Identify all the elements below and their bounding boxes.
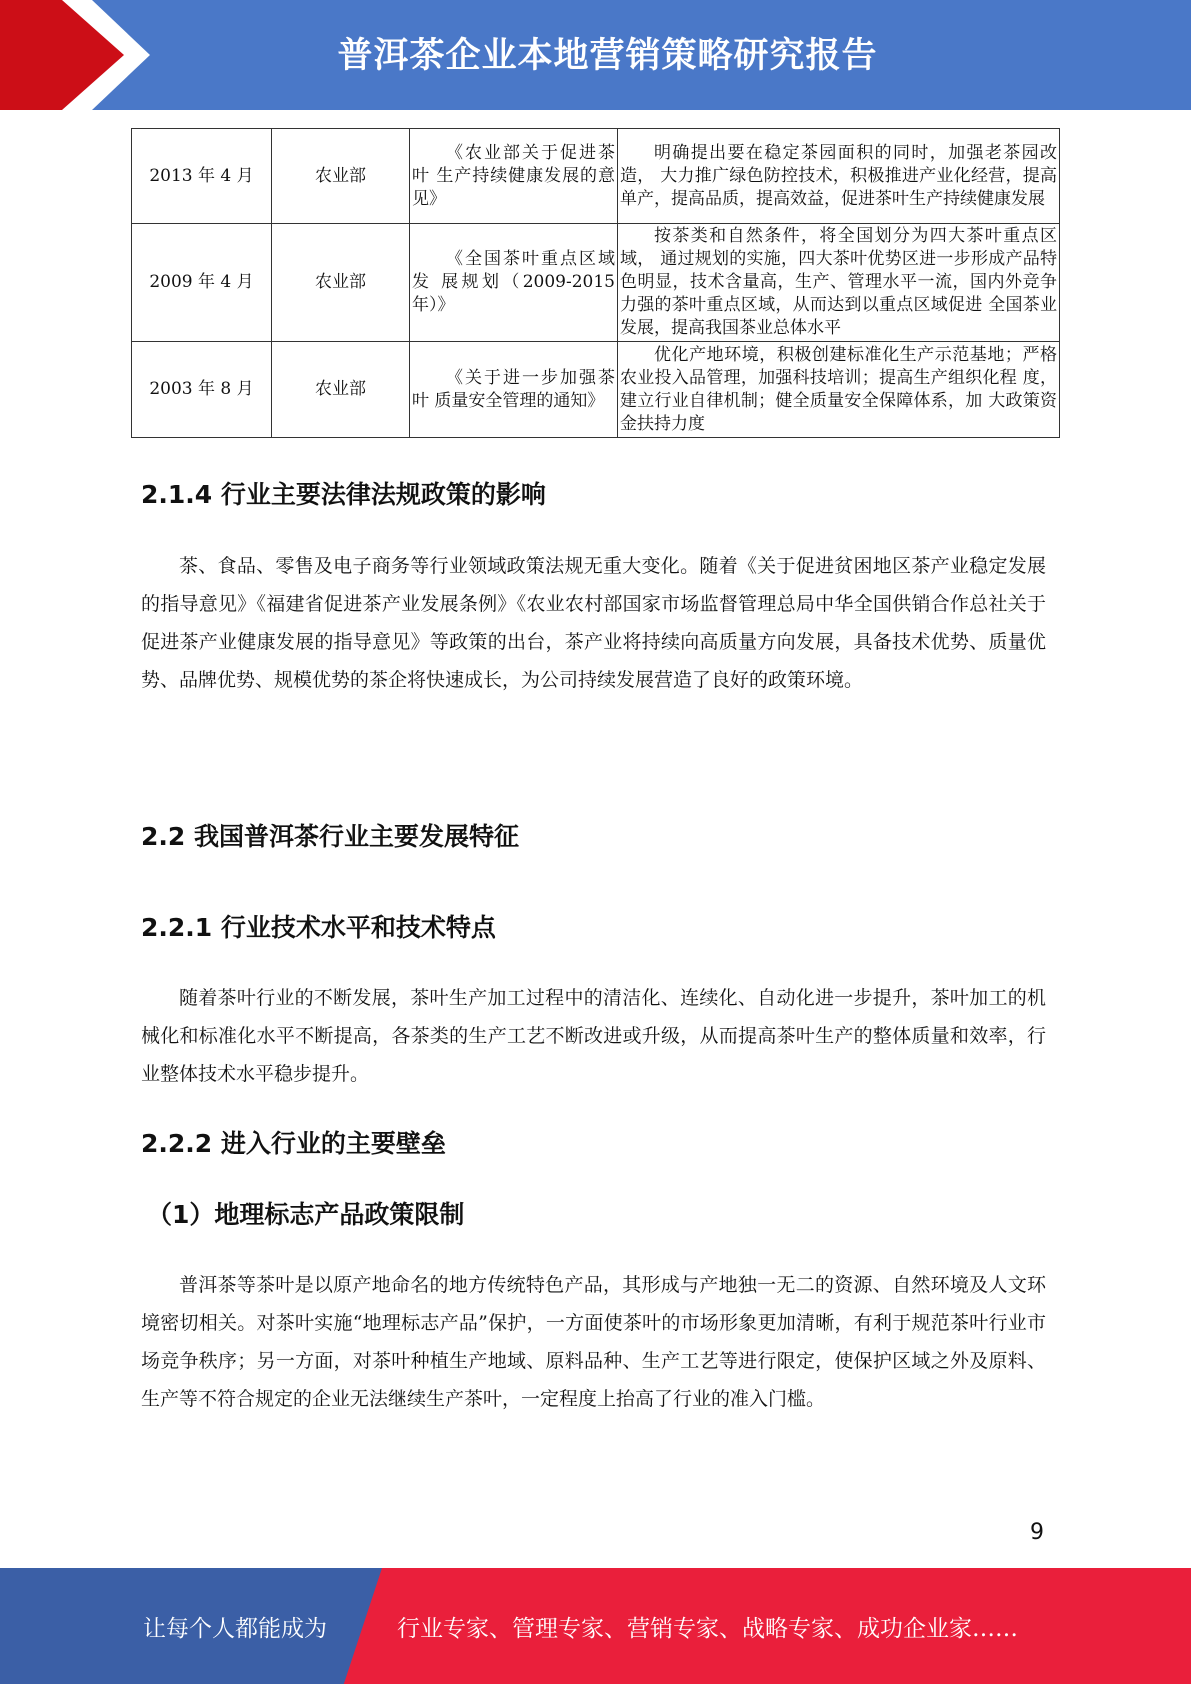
cell-department: 农业部 [272,224,410,342]
cell-content: 按茶类和自然条件，将全国划分为四大茶叶重点区域， 通过规划的实施，四大茶叶优势区进一步形成产品特 色明显，技术含量高，生产、管理水平一流，国内外竞争力强的茶叶重点区域，从而达到以重点区域促进 全国茶业发展，提高我国茶业总体水平 [618,224,1060,342]
paragraph-geo-indication: 普洱茶等茶叶是以原产地命名的地方传统特色产品，其形成与产地独一无二的资源、自然环境及人文环境密切相关。对茶叶实施“地理标志产品”保护，一方面使茶叶的市场形象更加清晰，有利于规范茶叶行业市场竞争秩序；另一方面，对茶叶种植生产地域、原料品种、生产工艺等进行限定，使保护区域之外及原料、生产等不符合规定的企业无法继续生产茶叶，一定程度上抬高了行业的准入门槛。 [141,1274,1046,1410]
cell-document: 《农业部关于促进茶叶 生产持续健康发展的意 见》 [410,129,618,224]
policy-table [131,128,1060,438]
cell-date: 2009 年 4 月 [132,224,272,342]
footer-slogan-left: 让每个人都能成为 [143,1616,327,1642]
heading-2-2-1: 2.2.1 行业技术水平和技术特点 [141,913,496,942]
cell-date: 2003 年 8 月 [132,342,272,438]
cell-date: 2013 年 4 月 [132,129,272,224]
table-row [132,224,1060,342]
page-footer [0,1568,1191,1684]
cell-department: 农业部 [272,129,410,224]
cell-document: 《全国茶叶重点区域发 展规划（2009-2015 年）》 [410,224,618,342]
page-number: 9 [1030,1520,1044,1545]
heading-geo-indication: （1）地理标志产品政策限制 [147,1200,465,1229]
heading-2-1-4: 2.1.4 行业主要法律法规政策的影响 [141,480,546,509]
heading-2-2-2: 2.2.2 进入行业的主要壁垒 [141,1129,446,1158]
table-row [132,129,1060,224]
paragraph-2-1-4: 茶、食品、零售及电子商务等行业领域政策法规无重大变化。随着《关于促进贫困地区茶产业稳定发展的指导意见》《福建省促进茶产业发展条例》《农业农村部国家市场监督管理总局中华全国供销合作总社关于促进茶产业健康发展的指导意见》等政策的出台，茶产业将持续向高质量方向发展，具备技术优势、质量优势、品牌优势、规模优势的茶企将快速成长，为公司持续发展营造了良好的政策环境。 [141,555,1046,691]
report-title: 普洱茶企业本地营销策略研究报告 [337,36,878,76]
paragraph-2-2-1: 随着茶叶行业的不断发展，茶叶生产加工过程中的清洁化、连续化、自动化进一步提升，茶叶加工的机械化和标准化水平不断提高，各茶类的生产工艺不断改进或升级，从而提高茶叶生产的整体质量和效率，行业整体技术水平稳步提升。 [141,987,1046,1085]
heading-2-2: 2.2 我国普洱茶行业主要发展特征 [141,822,519,851]
cell-content: 明确提出要在稳定茶园面积的同时，加强老茶园改造， 大力推广绿色防控技术，积极推进产业化经营，提高 单产，提高品质，提高效益，促进茶叶生产持续健康发展 [618,129,1060,224]
cell-department: 农业部 [272,342,410,438]
cell-document: 《关于进一步加强茶叶 质量安全管理的通知》 [410,342,618,438]
table-row [132,342,1060,438]
page-header [0,0,1191,110]
cell-content: 优化产地环境，积极创建标准化生产示范基地；严格农业投入品管理，加强科技培训；提高生产组织化程 度，建立行业自律机制；健全质量安全保障体系，加 大政策资金扶持力度 [618,342,1060,438]
footer-slogan-right: 行业专家、管理专家、营销专家、战略专家、成功企业家…… [397,1616,1018,1642]
